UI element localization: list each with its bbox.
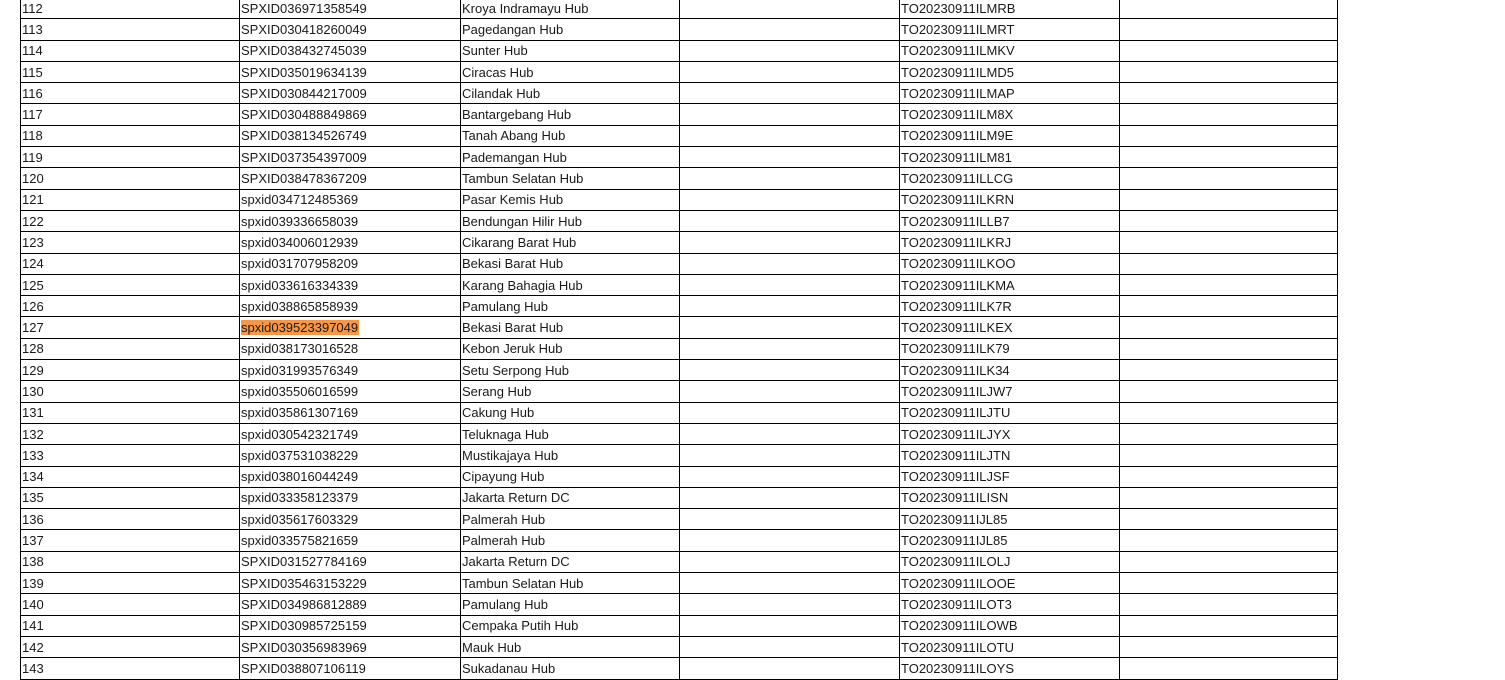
shipment-id-cell[interactable]: spxid039336658039	[240, 210, 461, 231]
shipment-id-cell[interactable]: spxid034712485369	[240, 189, 461, 210]
transfer-order-cell[interactable]: TO20230911ILM9E	[900, 125, 1120, 146]
row-number-cell[interactable]: 129	[21, 360, 240, 381]
row-number-cell[interactable]: 127	[21, 317, 240, 338]
transfer-order-cell[interactable]: TO20230911ILKOO	[900, 253, 1120, 274]
table-row	[21, 573, 1338, 594]
table-row	[21, 296, 1338, 317]
hub-name-cell[interactable]: Cikarang Barat Hub	[461, 232, 680, 253]
empty-cell[interactable]	[680, 0, 900, 19]
table-row	[21, 61, 1338, 82]
shipment-id-cell[interactable]: spxid031993576349	[240, 360, 461, 381]
transfer-order-cell[interactable]: TO20230911ILJSF	[900, 466, 1120, 487]
row-number-cell[interactable]: 120	[21, 168, 240, 189]
transfer-order-cell[interactable]: TO20230911ILOT3	[900, 594, 1120, 615]
row-number-cell[interactable]: 140	[21, 594, 240, 615]
empty-cell[interactable]	[680, 615, 900, 636]
empty-cell[interactable]	[1120, 40, 1338, 61]
hub-name-cell[interactable]: Palmerah Hub	[461, 509, 680, 530]
row-number-cell[interactable]: 116	[21, 83, 240, 104]
empty-cell[interactable]	[680, 253, 900, 274]
row-number-cell[interactable]: 119	[21, 147, 240, 168]
transfer-order-cell[interactable]: TO20230911ILKRJ	[900, 232, 1120, 253]
empty-cell[interactable]	[1120, 615, 1338, 636]
table-row	[21, 210, 1338, 231]
shipment-id-cell[interactable]: SPXID037354397009	[240, 147, 461, 168]
shipment-id-cell[interactable]: spxid034006012939	[240, 232, 461, 253]
empty-cell[interactable]	[1120, 423, 1338, 444]
transfer-order-cell[interactable]: TO20230911ILJTN	[900, 445, 1120, 466]
empty-cell[interactable]	[680, 594, 900, 615]
row-number-cell[interactable]: 124	[21, 253, 240, 274]
table-row	[21, 658, 1338, 679]
shipment-id-cell[interactable]: SPXID038478367209	[240, 168, 461, 189]
shipment-id-cell[interactable]: SPXID030844217009	[240, 83, 461, 104]
shipment-id-cell[interactable]: SPXID030418260049	[240, 19, 461, 40]
shipment-id-cell[interactable]: SPXID038134526749	[240, 125, 461, 146]
table-row	[21, 636, 1338, 657]
hub-name-cell[interactable]: Bendungan Hilir Hub	[461, 210, 680, 231]
row-number-cell[interactable]: 141	[21, 615, 240, 636]
empty-cell[interactable]	[680, 19, 900, 40]
table-row	[21, 232, 1338, 253]
empty-cell[interactable]	[680, 210, 900, 231]
empty-cell[interactable]	[680, 573, 900, 594]
table-row	[21, 125, 1338, 146]
row-number-cell[interactable]: 133	[21, 445, 240, 466]
table-row	[21, 274, 1338, 295]
transfer-order-cell[interactable]: TO20230911ILOWB	[900, 615, 1120, 636]
empty-cell[interactable]	[680, 636, 900, 657]
transfer-order-cell[interactable]: TO20230911ILOOE	[900, 573, 1120, 594]
table-row	[21, 551, 1338, 572]
hub-name-cell[interactable]: Bekasi Barat Hub	[461, 317, 680, 338]
empty-cell[interactable]	[680, 466, 900, 487]
row-number-cell[interactable]: 117	[21, 104, 240, 125]
empty-cell[interactable]	[1120, 317, 1338, 338]
shipment-id-cell[interactable]: spxid038173016528	[240, 338, 461, 359]
transfer-order-cell[interactable]: TO20230911ILK7R	[900, 296, 1120, 317]
transfer-order-cell[interactable]: TO20230911ILKMA	[900, 274, 1120, 295]
hub-name-cell[interactable]: Sunter Hub	[461, 40, 680, 61]
empty-cell[interactable]	[680, 104, 900, 125]
transfer-order-cell[interactable]: TO20230911ILLCG	[900, 168, 1120, 189]
empty-cell[interactable]	[680, 125, 900, 146]
row-number-cell[interactable]: 136	[21, 509, 240, 530]
shipment-id-cell[interactable]: SPXID030356983969	[240, 636, 461, 657]
transfer-order-cell[interactable]: TO20230911ILMKV	[900, 40, 1120, 61]
hub-name-cell[interactable]: Kroya Indramayu Hub	[461, 0, 680, 19]
empty-cell[interactable]	[1120, 0, 1338, 19]
empty-cell[interactable]	[1120, 530, 1338, 551]
empty-cell[interactable]	[1120, 466, 1338, 487]
transfer-order-cell[interactable]: TO20230911ILKRN	[900, 189, 1120, 210]
hub-name-cell[interactable]: Kebon Jeruk Hub	[461, 338, 680, 359]
table-row	[21, 40, 1338, 61]
row-number-cell[interactable]: 118	[21, 125, 240, 146]
empty-cell[interactable]	[1120, 61, 1338, 82]
hub-name-cell[interactable]: Pagedangan Hub	[461, 19, 680, 40]
empty-cell[interactable]	[680, 381, 900, 402]
hub-name-cell[interactable]: Serang Hub	[461, 381, 680, 402]
row-number-cell[interactable]: 135	[21, 487, 240, 508]
empty-cell[interactable]	[680, 338, 900, 359]
empty-cell[interactable]	[680, 487, 900, 508]
table-row	[21, 381, 1338, 402]
table-row	[21, 338, 1338, 359]
empty-cell[interactable]	[680, 232, 900, 253]
shipment-id-cell[interactable]: spxid037531038229	[240, 445, 461, 466]
table-row	[21, 402, 1338, 423]
shipment-id-cell[interactable]: SPXID035019634139	[240, 61, 461, 82]
empty-cell[interactable]	[680, 317, 900, 338]
row-number-cell[interactable]: 121	[21, 189, 240, 210]
shipment-id-cell[interactable]: spxid030542321749	[240, 423, 461, 444]
hub-name-cell[interactable]: Tambun Selatan Hub	[461, 573, 680, 594]
row-number-cell[interactable]: 138	[21, 551, 240, 572]
table-body	[21, 0, 1338, 679]
empty-cell[interactable]	[680, 40, 900, 61]
row-number-cell[interactable]: 113	[21, 19, 240, 40]
row-number-cell[interactable]: 134	[21, 466, 240, 487]
empty-cell[interactable]	[1120, 658, 1338, 679]
hub-name-cell[interactable]: Jakarta Return DC	[461, 487, 680, 508]
transfer-order-cell[interactable]: TO20230911ILOTU	[900, 636, 1120, 657]
hub-name-cell[interactable]: Jakarta Return DC	[461, 551, 680, 572]
shipment-id-cell[interactable]: SPXID038432745039	[240, 40, 461, 61]
transfer-order-cell[interactable]: TO20230911ILM81	[900, 147, 1120, 168]
transfer-order-cell[interactable]: TO20230911ILMAP	[900, 83, 1120, 104]
transfer-order-cell[interactable]: TO20230911ILISN	[900, 487, 1120, 508]
row-number-cell[interactable]: 125	[21, 274, 240, 295]
hub-name-cell[interactable]: Cempaka Putih Hub	[461, 615, 680, 636]
row-number-cell[interactable]: 122	[21, 210, 240, 231]
table-row	[21, 147, 1338, 168]
shipment-id-cell[interactable]	[240, 317, 461, 338]
shipment-id-cell[interactable]: spxid033358123379	[240, 487, 461, 508]
highlighted-cell-text: spxid039523397049	[241, 320, 359, 336]
hub-name-cell[interactable]: Pamulang Hub	[461, 594, 680, 615]
hub-name-cell[interactable]: Palmerah Hub	[461, 530, 680, 551]
empty-cell[interactable]	[1120, 594, 1338, 615]
empty-cell[interactable]	[1120, 19, 1338, 40]
shipment-id-cell[interactable]: SPXID031527784169	[240, 551, 461, 572]
shipment-id-cell[interactable]: SPXID036971358549	[240, 0, 461, 19]
row-number-cell[interactable]: 114	[21, 40, 240, 61]
transfer-order-cell[interactable]: TO20230911ILK79	[900, 338, 1120, 359]
empty-cell[interactable]	[680, 147, 900, 168]
row-number-cell[interactable]: 142	[21, 636, 240, 657]
table-row	[21, 445, 1338, 466]
hub-name-cell[interactable]: Tambun Selatan Hub	[461, 168, 680, 189]
empty-cell[interactable]	[680, 189, 900, 210]
hub-name-cell[interactable]: Setu Serpong Hub	[461, 360, 680, 381]
empty-cell[interactable]	[680, 61, 900, 82]
table-row	[21, 615, 1338, 636]
empty-cell[interactable]	[1120, 402, 1338, 423]
row-number-cell[interactable]: 128	[21, 338, 240, 359]
hub-name-cell[interactable]: Karang Bahagia Hub	[461, 274, 680, 295]
empty-cell[interactable]	[1120, 551, 1338, 572]
empty-cell[interactable]	[680, 423, 900, 444]
row-number-cell[interactable]: 143	[21, 658, 240, 679]
empty-cell[interactable]	[1120, 104, 1338, 125]
empty-cell[interactable]	[1120, 210, 1338, 231]
empty-cell[interactable]	[1120, 232, 1338, 253]
empty-cell[interactable]	[1120, 573, 1338, 594]
row-number-cell[interactable]: 123	[21, 232, 240, 253]
table-row	[21, 466, 1338, 487]
empty-cell[interactable]	[680, 445, 900, 466]
hub-name-cell[interactable]: Cakung Hub	[461, 402, 680, 423]
shipment-id-cell[interactable]: spxid035506016599	[240, 381, 461, 402]
transfer-order-cell[interactable]: TO20230911ILJW7	[900, 381, 1120, 402]
hub-name-cell[interactable]: Cipayung Hub	[461, 466, 680, 487]
shipment-id-cell[interactable]: spxid038865858939	[240, 296, 461, 317]
shipment-id-cell[interactable]: SPXID035463153229	[240, 573, 461, 594]
table-row	[21, 594, 1338, 615]
transfer-order-cell[interactable]: TO20230911ILJTU	[900, 402, 1120, 423]
hub-name-cell[interactable]: Cilandak Hub	[461, 83, 680, 104]
empty-cell[interactable]	[1120, 296, 1338, 317]
transfer-order-cell[interactable]: TO20230911ILKEX	[900, 317, 1120, 338]
table-row	[21, 317, 1338, 338]
empty-cell[interactable]	[680, 530, 900, 551]
transfer-order-cell[interactable]: TO20230911ILMD5	[900, 61, 1120, 82]
row-number-cell[interactable]: 132	[21, 423, 240, 444]
shipment-id-cell[interactable]: SPXID030488849869	[240, 104, 461, 125]
empty-cell[interactable]	[1120, 274, 1338, 295]
hub-name-cell[interactable]: Bekasi Barat Hub	[461, 253, 680, 274]
table-row	[21, 189, 1338, 210]
table-row	[21, 487, 1338, 508]
row-number-cell[interactable]: 112	[21, 0, 240, 19]
table-row	[21, 253, 1338, 274]
hub-name-cell[interactable]: Sukadanau Hub	[461, 658, 680, 679]
empty-cell[interactable]	[680, 360, 900, 381]
table-row	[21, 423, 1338, 444]
table-row	[21, 104, 1338, 125]
row-number-cell[interactable]: 139	[21, 573, 240, 594]
row-number-cell[interactable]: 130	[21, 381, 240, 402]
shipment-id-cell[interactable]: SPXID034986812889	[240, 594, 461, 615]
table-row	[21, 530, 1338, 551]
shipment-id-cell[interactable]: spxid038016044249	[240, 466, 461, 487]
transfer-order-cell[interactable]: TO20230911ILK34	[900, 360, 1120, 381]
empty-cell[interactable]	[1120, 636, 1338, 657]
row-number-cell[interactable]: 115	[21, 61, 240, 82]
hub-name-cell[interactable]: Pasar Kemis Hub	[461, 189, 680, 210]
shipment-id-cell[interactable]: spxid035617603329	[240, 509, 461, 530]
empty-cell[interactable]	[1120, 125, 1338, 146]
empty-cell[interactable]	[1120, 509, 1338, 530]
empty-cell[interactable]	[680, 551, 900, 572]
table-row	[21, 19, 1338, 40]
shipment-id-cell[interactable]: spxid035861307169	[240, 402, 461, 423]
table-row	[21, 83, 1338, 104]
empty-cell[interactable]	[680, 658, 900, 679]
empty-cell[interactable]	[1120, 253, 1338, 274]
empty-cell[interactable]	[1120, 147, 1338, 168]
spreadsheet	[20, 0, 1338, 680]
empty-cell[interactable]	[1120, 83, 1338, 104]
empty-cell[interactable]	[680, 168, 900, 189]
table-row	[21, 509, 1338, 530]
empty-cell[interactable]	[1120, 360, 1338, 381]
hub-name-cell[interactable]: Pamulang Hub	[461, 296, 680, 317]
empty-cell[interactable]	[680, 274, 900, 295]
row-number-cell[interactable]: 131	[21, 402, 240, 423]
shipment-id-cell[interactable]: spxid033616334339	[240, 274, 461, 295]
hub-name-cell[interactable]: Ciracas Hub	[461, 61, 680, 82]
shipment-id-cell[interactable]: spxid031707958209	[240, 253, 461, 274]
data-table	[20, 0, 1338, 680]
transfer-order-cell[interactable]: TO20230911ILJYX	[900, 423, 1120, 444]
shipment-id-cell[interactable]: SPXID038807106119	[240, 658, 461, 679]
table-row	[21, 360, 1338, 381]
transfer-order-cell[interactable]: TO20230911IJL85	[900, 530, 1120, 551]
transfer-order-cell[interactable]: TO20230911ILM8X	[900, 104, 1120, 125]
transfer-order-cell[interactable]: TO20230911ILOYS	[900, 658, 1120, 679]
row-number-cell[interactable]: 126	[21, 296, 240, 317]
table-row	[21, 0, 1338, 19]
hub-name-cell[interactable]: Bantargebang Hub	[461, 104, 680, 125]
empty-cell[interactable]	[1120, 487, 1338, 508]
hub-name-cell[interactable]: Pademangan Hub	[461, 147, 680, 168]
empty-cell[interactable]	[680, 402, 900, 423]
shipment-id-cell[interactable]: SPXID030985725159	[240, 615, 461, 636]
empty-cell[interactable]	[680, 83, 900, 104]
empty-cell[interactable]	[1120, 445, 1338, 466]
hub-name-cell[interactable]: Mustikajaya Hub	[461, 445, 680, 466]
empty-cell[interactable]	[1120, 381, 1338, 402]
empty-cell[interactable]	[680, 296, 900, 317]
hub-name-cell[interactable]: Mauk Hub	[461, 636, 680, 657]
empty-cell[interactable]	[1120, 338, 1338, 359]
hub-name-cell[interactable]: Tanah Abang Hub	[461, 125, 680, 146]
empty-cell[interactable]	[1120, 168, 1338, 189]
hub-name-cell[interactable]: Teluknaga Hub	[461, 423, 680, 444]
empty-cell[interactable]	[680, 509, 900, 530]
transfer-order-cell[interactable]: TO20230911IJL85	[900, 509, 1120, 530]
transfer-order-cell[interactable]: TO20230911ILMRB	[900, 0, 1120, 19]
transfer-order-cell[interactable]: TO20230911ILMRT	[900, 19, 1120, 40]
table-row	[21, 168, 1338, 189]
transfer-order-cell[interactable]: TO20230911ILLB7	[900, 210, 1120, 231]
transfer-order-cell[interactable]: TO20230911ILOLJ	[900, 551, 1120, 572]
row-number-cell[interactable]: 137	[21, 530, 240, 551]
empty-cell[interactable]	[1120, 189, 1338, 210]
shipment-id-cell[interactable]: spxid033575821659	[240, 530, 461, 551]
